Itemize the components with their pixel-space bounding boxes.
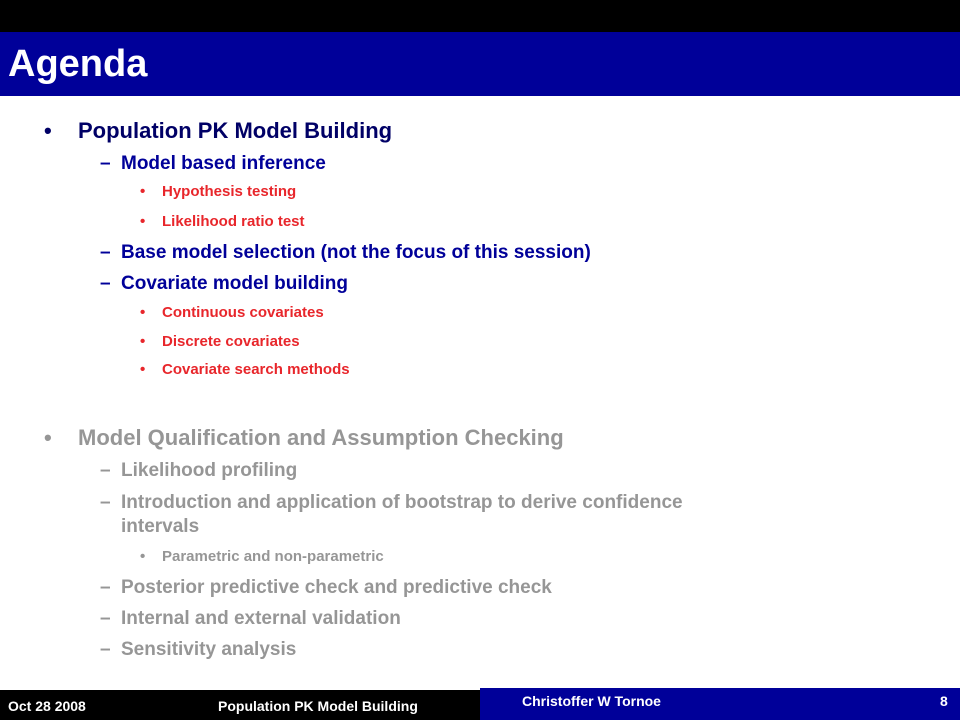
section-bullet: • bbox=[44, 425, 52, 450]
subitem-likelihood-ratio-test: Likelihood ratio test bbox=[162, 213, 305, 230]
subitem-bullet: • bbox=[140, 333, 146, 350]
item-posterior-predictive-check: Posterior predictive check and predictive check bbox=[121, 577, 552, 598]
section-heading-model-qualification: Model Qualification and Assumption Checking bbox=[78, 425, 564, 450]
section-heading-population-pk: Population PK Model Building bbox=[78, 118, 393, 143]
subitem-hypothesis-testing: Hypothesis testing bbox=[162, 183, 297, 200]
subitem-bullet: • bbox=[140, 361, 146, 378]
item-sensitivity-analysis: Sensitivity analysis bbox=[121, 639, 297, 660]
item-dash: – bbox=[100, 273, 111, 294]
section-bullet: • bbox=[44, 118, 52, 143]
item-covariate-model-building: Covariate model building bbox=[121, 273, 348, 294]
item-likelihood-profiling: Likelihood profiling bbox=[121, 460, 298, 481]
item-bootstrap: Introduction and application of bootstrap to derive confidence bbox=[121, 492, 683, 513]
item-dash: – bbox=[100, 242, 111, 263]
item-internal-external-validation: Internal and external validation bbox=[121, 608, 401, 629]
slide-title: Agenda bbox=[8, 43, 148, 85]
subitem-bullet: • bbox=[140, 213, 146, 230]
footer-title: Population PK Model Building bbox=[218, 698, 418, 714]
subitem-covariate-search-methods: Covariate search methods bbox=[162, 361, 350, 378]
footer-page-number: 8 bbox=[940, 693, 948, 709]
item-dash: – bbox=[100, 639, 111, 660]
subitem-bullet: • bbox=[140, 548, 146, 565]
subitem-bullet: • bbox=[140, 304, 146, 321]
item-base-model-selection: Base model selection (not the focus of this session) bbox=[121, 242, 591, 263]
item-dash: – bbox=[100, 460, 111, 481]
item-dash: – bbox=[100, 577, 111, 598]
subitem-parametric: Parametric and non-parametric bbox=[162, 548, 384, 565]
item-dash: – bbox=[100, 492, 111, 513]
item-bootstrap-continuation: intervals bbox=[121, 516, 200, 537]
footer-author: Christoffer W Tornoe bbox=[522, 693, 661, 709]
subitem-bullet: • bbox=[140, 183, 146, 200]
item-dash: – bbox=[100, 153, 111, 174]
item-dash: – bbox=[100, 608, 111, 629]
footer-date: Oct 28 2008 bbox=[8, 698, 86, 714]
subitem-discrete-covariates: Discrete covariates bbox=[162, 333, 300, 350]
item-model-based-inference: Model based inference bbox=[121, 153, 326, 174]
subitem-continuous-covariates: Continuous covariates bbox=[162, 304, 324, 321]
